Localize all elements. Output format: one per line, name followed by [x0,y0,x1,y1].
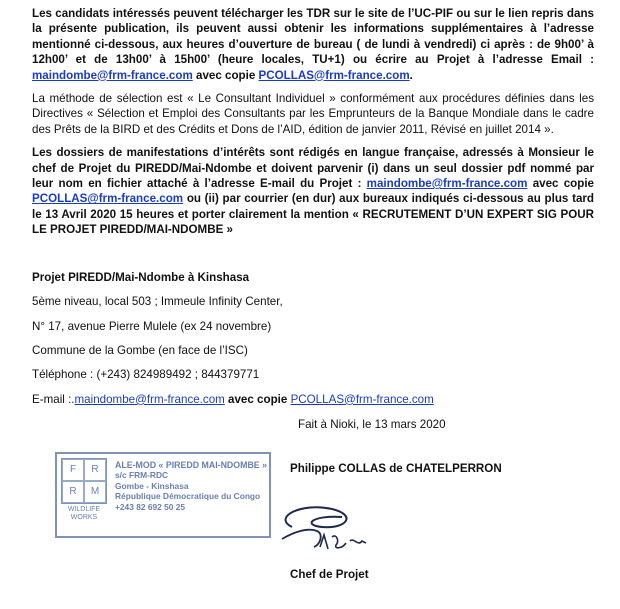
handwritten-signature [262,497,392,563]
document-body [32,6,594,416]
address-line-2: N° 17, avenue Pierre Mulele (ex 24 novembre) [32,319,272,333]
paragraph-dossiers [32,145,594,237]
stamp-line-2: s/c FRM-RDC [115,470,169,481]
paragraph-tdr [32,6,594,83]
address-email-label: E-mail :. [32,392,75,406]
para1-end: . [409,68,413,82]
stamp-logo-letter: F [62,459,84,481]
stamp-line-5: +243 82 692 50 25 [115,501,186,512]
stamp-line-3: Gombe - Kinshasa [115,480,189,491]
para3-rest: ou (ii) par courrier (en dur) aux bureaux indiqués ci-dessous au plus tard le 13 Avril 2020 15 heures et porter clairement la mention « RECRUTEMENT D’UN EXPERT SIG POUR LE PROJET PIREDD/MAI-NDOMBE » [32,192,594,237]
stamp-logo-letter: R [62,481,84,503]
official-stamp [55,452,271,538]
address-phone: Téléphone : (+243) 824989492 ; 844379771 [32,368,260,382]
signer-name: Philippe COLLAS de CHATELPERRON [290,462,502,475]
stamp-line-1: ALE-MOD « PIREDD MAI-NDOMBE » [115,460,267,470]
para3-copy-text: avec copie [527,177,595,191]
email-link-maindombe[interactable]: maindombe@frm-france.com [32,68,193,82]
stamp-logo-letter: R [84,459,106,481]
address-title: Projet PIREDD/Mai-Ndombe à Kinshasa [32,270,250,284]
para3-text: Les dossiers de manifestations d’intérêts sont rédigés en langue française, adressés à Monsieur le chef de Projet du PIREDD/Mai-Ndombe et doivent parvenir (i) dans un seul dossier pdf nommé par leur nom en fichier attaché à l’adresse E-mail du Projet : [32,146,594,191]
email-link-pcollas[interactable]: PCOLLAS@frm-france.com [258,68,410,82]
email-link-maindombe-2[interactable]: maindombe@frm-france.com [366,177,528,191]
stamp-logo-letter: M [84,481,106,503]
stamp-text [115,460,267,512]
signer-role: Chef de Projet [290,568,369,581]
address-line-3: Commune de la Gombe (en face de l’ISC) [32,343,248,357]
closing-date: Fait à Nioki, le 13 mars 2020 [298,418,446,431]
paragraph-method: La méthode de sélection est « Le Consultant Individuel » conformément aux procédures définies dans les Directives « Sélection et Emploi des Consultants par les Emprunteurs de la Banque Mondiale dans le cadre des Prêts de la BIRD et des Crédits et Dons de l’AID, édition de janvier 2011, Révisé en juillet 2014 ». [32,92,594,136]
stamp-logo-caption: WILDLIFE WORKS [67,506,101,521]
stamp-line-4: République Démocratique du Congo [115,491,261,502]
address-line-1: 5ème niveau, local 503 ; Immeule Infinity Center, [32,295,283,309]
address-email-copy: avec copie [224,392,291,406]
para1-copy-text: avec copie [192,68,259,82]
stamp-logo [61,458,107,504]
address-email-link-2[interactable]: PCOLLAS@frm-france.com [290,392,434,406]
email-link-pcollas-2[interactable]: PCOLLAS@frm-france.com [32,192,184,206]
address-email [32,392,594,407]
address-email-link-1[interactable]: maindombe@frm-france.com [74,392,225,406]
para1-text: Les candidats intéressés peuvent télécharger les TDR sur le site de l’UC-PIF ou sur le lien repris dans la présente publication, ils peuvent aussi obtenir les informations supplémentaires à l’adresse mentionné ci-dessous, aux heures d’ouverture de bureau ( de lundi à vendredi) ci après : de 9h00’ à 12h00’ et de 13h00’ à 15h00’ (heure locales, TU+1) ou écrire au Projet à l’adresse Email : [32,7,594,67]
